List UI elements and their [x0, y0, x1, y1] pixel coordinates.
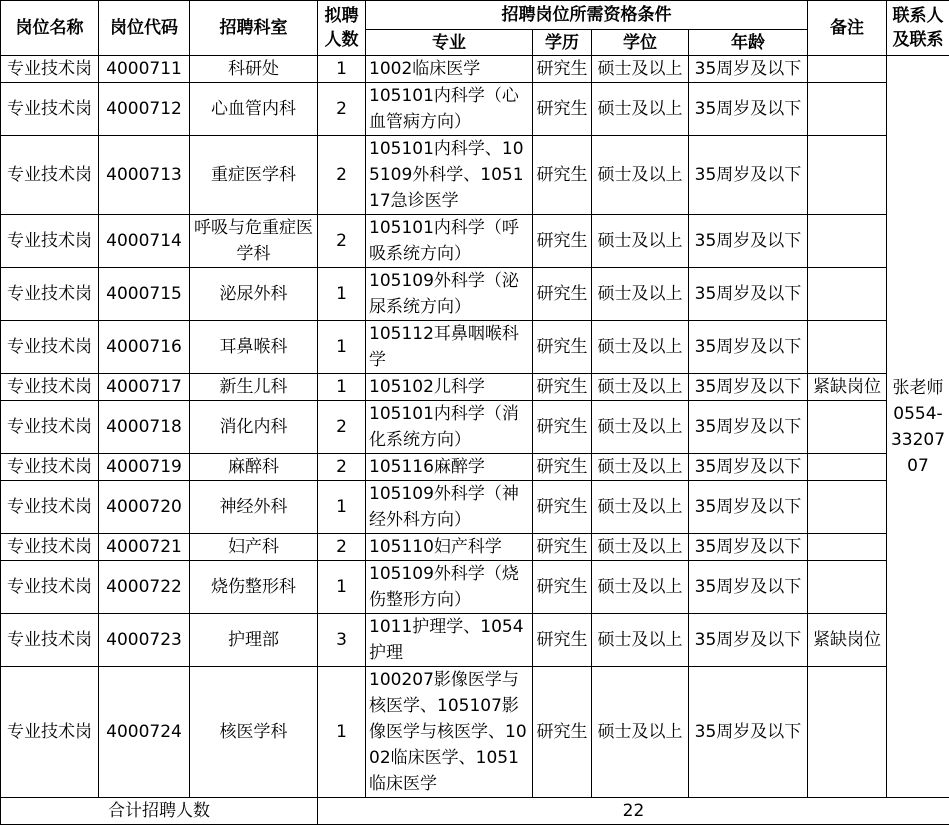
- cell-education: 研究生: [533, 534, 592, 561]
- cell-age: 35周岁及以下: [689, 614, 808, 667]
- table-row: [1, 321, 949, 374]
- cell-major: 105101内科学、105109外科学、105117急诊医学: [366, 136, 533, 215]
- cell-remark: [808, 83, 887, 136]
- cell-remark: [808, 136, 887, 215]
- cell-position-name: 专业技术岗: [1, 401, 99, 454]
- cell-education: 研究生: [533, 56, 592, 83]
- cell-position-name: 专业技术岗: [1, 374, 99, 401]
- cell-degree: 硕士及以上: [592, 56, 689, 83]
- cell-remark: [808, 561, 887, 614]
- cell-education: 研究生: [533, 481, 592, 534]
- cell-position-name: 专业技术岗: [1, 215, 99, 268]
- cell-education: 研究生: [533, 401, 592, 454]
- cell-major: 105109外科学（泌尿系统方向）: [366, 268, 533, 321]
- header-degree: 学位: [592, 30, 689, 56]
- table-row: [1, 83, 949, 136]
- cell-count: 1: [318, 667, 366, 798]
- cell-remark: [808, 534, 887, 561]
- cell-count: 2: [318, 454, 366, 481]
- cell-education: 研究生: [533, 215, 592, 268]
- cell-position-code: 4000713: [99, 136, 190, 215]
- cell-degree: 硕士及以上: [592, 561, 689, 614]
- cell-remark: [808, 321, 887, 374]
- cell-degree: 硕士及以上: [592, 534, 689, 561]
- cell-age: 35周岁及以下: [689, 321, 808, 374]
- cell-count: 1: [318, 56, 366, 83]
- cell-major: 105116麻醉学: [366, 454, 533, 481]
- cell-education: 研究生: [533, 667, 592, 798]
- cell-education: 研究生: [533, 374, 592, 401]
- cell-degree: 硕士及以上: [592, 215, 689, 268]
- cell-education: 研究生: [533, 561, 592, 614]
- table-row: [1, 534, 949, 561]
- cell-count: 2: [318, 136, 366, 215]
- cell-department: 妇产科: [190, 534, 318, 561]
- cell-position-code: 4000720: [99, 481, 190, 534]
- cell-remark: [808, 481, 887, 534]
- cell-position-code: 4000721: [99, 534, 190, 561]
- cell-contact: 张老师0554-3320707: [887, 56, 949, 798]
- cell-remark: [808, 268, 887, 321]
- table-row: [1, 401, 949, 454]
- cell-count: 1: [318, 321, 366, 374]
- cell-position-name: 专业技术岗: [1, 136, 99, 215]
- cell-education: 研究生: [533, 614, 592, 667]
- cell-major: 1011护理学、1054护理: [366, 614, 533, 667]
- cell-position-name: 专业技术岗: [1, 561, 99, 614]
- cell-degree: 硕士及以上: [592, 374, 689, 401]
- cell-count: 1: [318, 561, 366, 614]
- header-contact: 联系人及联系: [887, 1, 949, 56]
- header-education: 学历: [533, 30, 592, 56]
- cell-age: 35周岁及以下: [689, 268, 808, 321]
- cell-department: 心血管内科: [190, 83, 318, 136]
- cell-remark: [808, 401, 887, 454]
- total-label: 合计招聘人数: [1, 798, 318, 825]
- cell-major: 105101内科学（心血管病方向）: [366, 83, 533, 136]
- cell-position-code: 4000717: [99, 374, 190, 401]
- header-major: 专业: [366, 30, 533, 56]
- cell-position-name: 专业技术岗: [1, 268, 99, 321]
- cell-education: 研究生: [533, 321, 592, 374]
- cell-degree: 硕士及以上: [592, 614, 689, 667]
- cell-department: 呼吸与危重症医学科: [190, 215, 318, 268]
- cell-count: 2: [318, 534, 366, 561]
- header-remark: 备注: [808, 1, 887, 56]
- cell-remark: [808, 454, 887, 481]
- cell-education: 研究生: [533, 268, 592, 321]
- cell-department: 科研处: [190, 56, 318, 83]
- cell-count: 2: [318, 215, 366, 268]
- cell-department: 核医学科: [190, 667, 318, 798]
- cell-position-code: 4000711: [99, 56, 190, 83]
- cell-count: 1: [318, 481, 366, 534]
- cell-major: 105101内科学（消化系统方向）: [366, 401, 533, 454]
- cell-position-code: 4000722: [99, 561, 190, 614]
- cell-count: 3: [318, 614, 366, 667]
- table-row: [1, 454, 949, 481]
- cell-major: 105109外科学（烧伤整形方向）: [366, 561, 533, 614]
- cell-degree: 硕士及以上: [592, 401, 689, 454]
- cell-major: 100207影像医学与核医学、105107影像医学与核医学、1002临床医学、1051临床医学: [366, 667, 533, 798]
- cell-remark: 紧缺岗位: [808, 614, 887, 667]
- cell-age: 35周岁及以下: [689, 481, 808, 534]
- cell-department: 泌尿外科: [190, 268, 318, 321]
- cell-degree: 硕士及以上: [592, 454, 689, 481]
- table-row: [1, 561, 949, 614]
- table-row: [1, 268, 949, 321]
- cell-position-code: 4000715: [99, 268, 190, 321]
- cell-age: 35周岁及以下: [689, 534, 808, 561]
- header-department: 招聘科室: [190, 1, 318, 56]
- cell-position-name: 专业技术岗: [1, 481, 99, 534]
- cell-position-code: 4000712: [99, 83, 190, 136]
- cell-department: 护理部: [190, 614, 318, 667]
- cell-major: 105102儿科学: [366, 374, 533, 401]
- cell-age: 35周岁及以下: [689, 667, 808, 798]
- table-row: [1, 614, 949, 667]
- cell-position-name: 专业技术岗: [1, 454, 99, 481]
- cell-remark: [808, 56, 887, 83]
- table-row: [1, 374, 949, 401]
- table-row: [1, 481, 949, 534]
- cell-degree: 硕士及以上: [592, 321, 689, 374]
- cell-position-name: 专业技术岗: [1, 534, 99, 561]
- cell-count: 2: [318, 83, 366, 136]
- cell-education: 研究生: [533, 136, 592, 215]
- cell-degree: 硕士及以上: [592, 136, 689, 215]
- cell-position-code: 4000723: [99, 614, 190, 667]
- cell-degree: 硕士及以上: [592, 667, 689, 798]
- header-requirements: 招聘岗位所需资格条件: [366, 1, 808, 30]
- cell-position-code: 4000714: [99, 215, 190, 268]
- cell-department: 新生儿科: [190, 374, 318, 401]
- cell-age: 35周岁及以下: [689, 56, 808, 83]
- cell-age: 35周岁及以下: [689, 401, 808, 454]
- cell-position-code: 4000719: [99, 454, 190, 481]
- cell-age: 35周岁及以下: [689, 454, 808, 481]
- table-row: [1, 136, 949, 215]
- total-row: [1, 798, 949, 825]
- cell-degree: 硕士及以上: [592, 83, 689, 136]
- cell-position-name: 专业技术岗: [1, 614, 99, 667]
- cell-age: 35周岁及以下: [689, 136, 808, 215]
- cell-department: 耳鼻喉科: [190, 321, 318, 374]
- cell-remark: 紧缺岗位: [808, 374, 887, 401]
- cell-count: 1: [318, 268, 366, 321]
- cell-major: 105110妇产科学: [366, 534, 533, 561]
- cell-major: 105101内科学（呼吸系统方向）: [366, 215, 533, 268]
- cell-position-code: 4000724: [99, 667, 190, 798]
- cell-major: 1002临床医学: [366, 56, 533, 83]
- cell-major: 105112耳鼻咽喉科学: [366, 321, 533, 374]
- cell-position-code: 4000718: [99, 401, 190, 454]
- total-value: 22: [318, 798, 949, 825]
- cell-age: 35周岁及以下: [689, 215, 808, 268]
- cell-degree: 硕士及以上: [592, 268, 689, 321]
- cell-department: 消化内科: [190, 401, 318, 454]
- cell-degree: 硕士及以上: [592, 481, 689, 534]
- cell-count: 1: [318, 374, 366, 401]
- cell-department: 神经外科: [190, 481, 318, 534]
- cell-age: 35周岁及以下: [689, 374, 808, 401]
- header-age: 年龄: [689, 30, 808, 56]
- cell-age: 35周岁及以下: [689, 83, 808, 136]
- header-position-name: 岗位名称: [1, 1, 99, 56]
- cell-remark: [808, 667, 887, 798]
- cell-remark: [808, 215, 887, 268]
- cell-position-name: 专业技术岗: [1, 321, 99, 374]
- cell-position-name: 专业技术岗: [1, 667, 99, 798]
- table-row: [1, 56, 949, 83]
- cell-position-code: 4000716: [99, 321, 190, 374]
- cell-position-name: 专业技术岗: [1, 56, 99, 83]
- header-count: 拟聘人数: [318, 1, 366, 56]
- cell-education: 研究生: [533, 83, 592, 136]
- cell-department: 重症医学科: [190, 136, 318, 215]
- cell-department: 烧伤整形科: [190, 561, 318, 614]
- header-position-code: 岗位代码: [99, 1, 190, 56]
- cell-department: 麻醉科: [190, 454, 318, 481]
- cell-count: 2: [318, 401, 366, 454]
- table-row: [1, 215, 949, 268]
- cell-education: 研究生: [533, 454, 592, 481]
- cell-age: 35周岁及以下: [689, 561, 808, 614]
- table-row: [1, 667, 949, 798]
- cell-major: 105109外科学（神经外科方向）: [366, 481, 533, 534]
- cell-position-name: 专业技术岗: [1, 83, 99, 136]
